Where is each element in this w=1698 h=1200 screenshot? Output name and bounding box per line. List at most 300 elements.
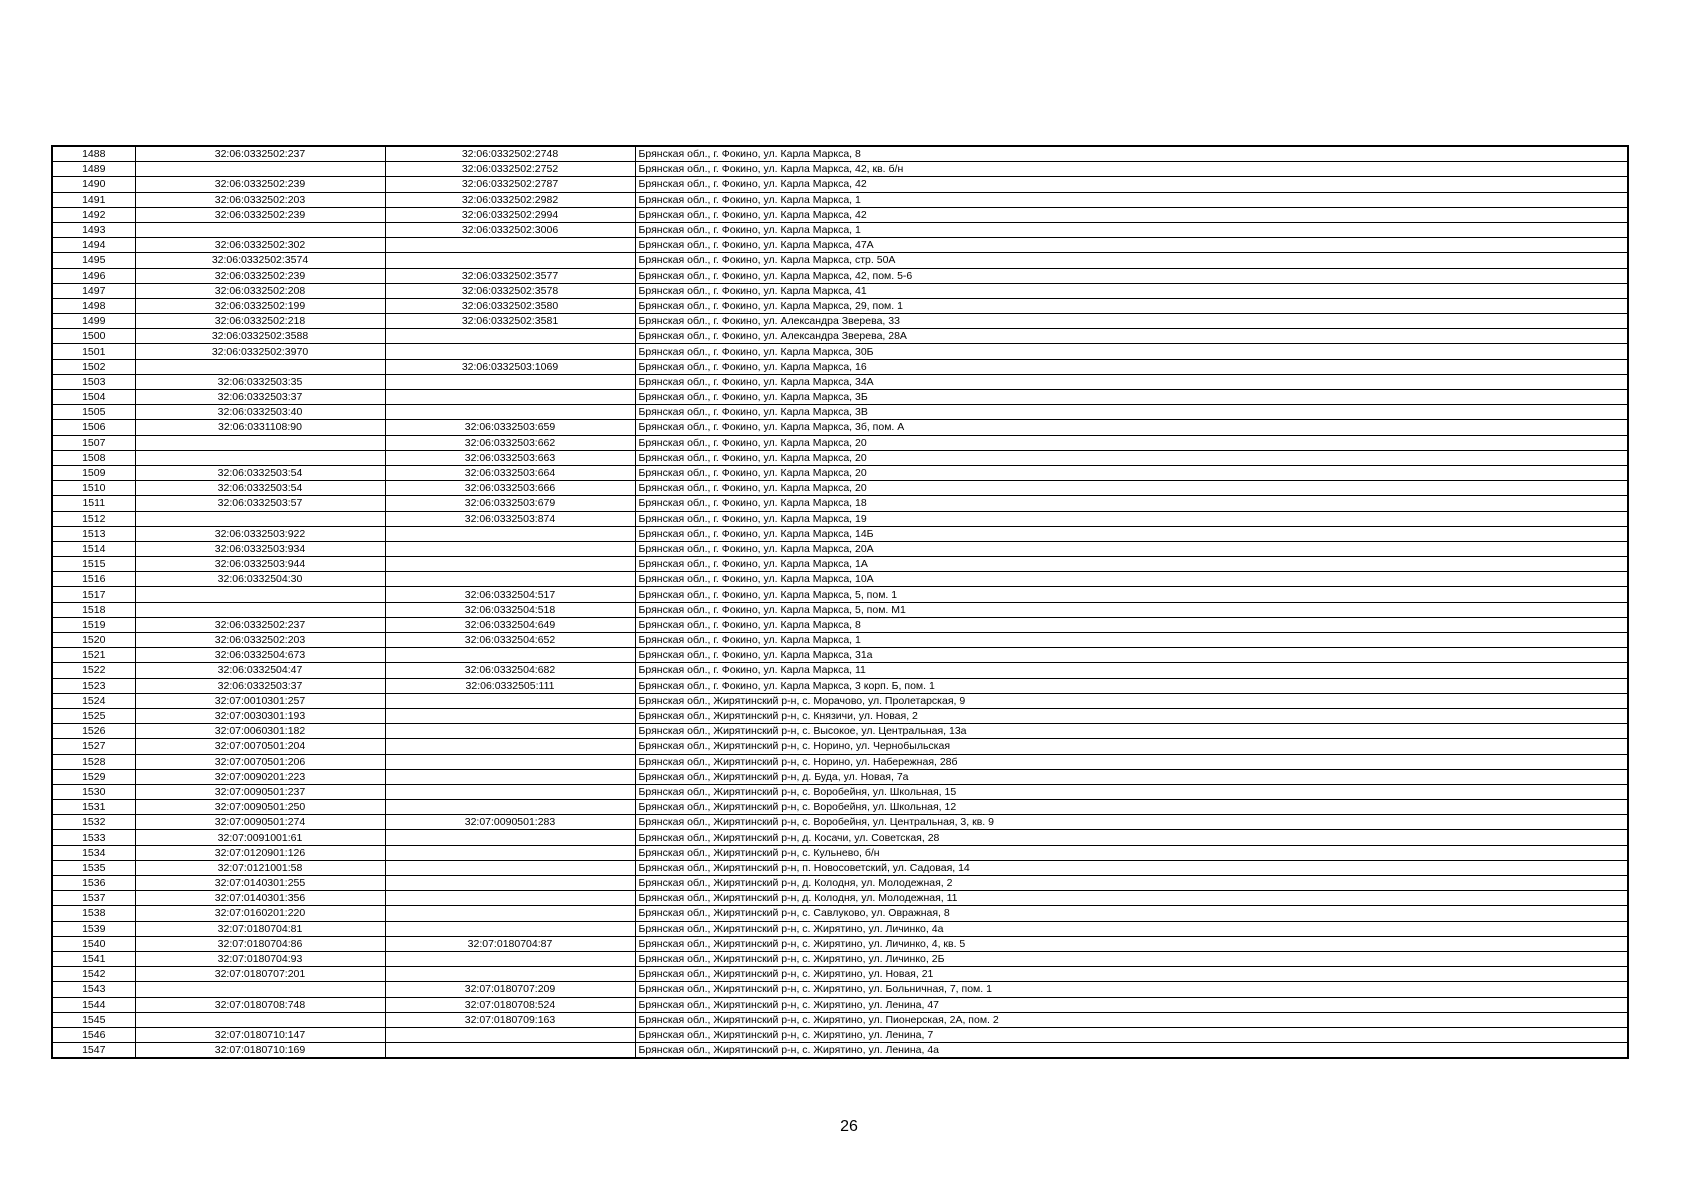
- object-cadastral-number-cell: [385, 390, 635, 405]
- row-number-cell: 1532: [52, 815, 135, 830]
- parcel-cadastral-number-cell: 32:06:0332502:199: [135, 298, 385, 313]
- address-cell: Брянская обл., г. Фокино, ул. Карла Маркса, 1: [635, 222, 1628, 237]
- address-cell: Брянская обл., г. Фокино, ул. Карла Маркса, стр. 50А: [635, 253, 1628, 268]
- parcel-cadastral-number-cell: [135, 162, 385, 177]
- row-number-cell: 1506: [52, 420, 135, 435]
- address-cell: Брянская обл., г. Фокино, ул. Карла Маркса, 20: [635, 465, 1628, 480]
- row-number-cell: 1518: [52, 602, 135, 617]
- object-cadastral-number-cell: 32:07:0180708:524: [385, 997, 635, 1012]
- row-number-cell: 1534: [52, 845, 135, 860]
- object-cadastral-number-cell: [385, 693, 635, 708]
- address-cell: Брянская обл., г. Фокино, ул. Карла Маркса, 42, кв. б/н: [635, 162, 1628, 177]
- object-cadastral-number-cell: [385, 891, 635, 906]
- address-cell: Брянская обл., г. Фокино, ул. Александра Зверева, 28А: [635, 329, 1628, 344]
- row-number-cell: 1505: [52, 405, 135, 420]
- row-number-cell: 1509: [52, 465, 135, 480]
- row-number-cell: 1500: [52, 329, 135, 344]
- parcel-cadastral-number-cell: 32:07:0140301:356: [135, 891, 385, 906]
- address-cell: Брянская обл., г. Фокино, ул. Карла Маркса, 19: [635, 511, 1628, 526]
- address-cell: Брянская обл., г. Фокино, ул. Карла Маркса, 5, пом. М1: [635, 602, 1628, 617]
- row-number-cell: 1512: [52, 511, 135, 526]
- parcel-cadastral-number-cell: 32:06:0332502:237: [135, 146, 385, 162]
- address-cell: Брянская обл., Жирятинский р-н, с. Кульнево, б/н: [635, 845, 1628, 860]
- table-row: [52, 936, 1628, 951]
- row-number-cell: 1496: [52, 268, 135, 283]
- row-number-cell: 1545: [52, 1012, 135, 1027]
- address-cell: Брянская обл., г. Фокино, ул. Карла Маркса, 20: [635, 481, 1628, 496]
- table-row: [52, 496, 1628, 511]
- address-cell: Брянская обл., Жирятинский р-н, с. Высокое, ул. Центральная, 13а: [635, 724, 1628, 739]
- object-cadastral-number-cell: 32:06:0332504:682: [385, 663, 635, 678]
- table-row: [52, 329, 1628, 344]
- row-number-cell: 1543: [52, 982, 135, 997]
- address-cell: Брянская обл., Жирятинский р-н, с. Жирятино, ул. Новая, 21: [635, 967, 1628, 982]
- object-cadastral-number-cell: 32:06:0332503:663: [385, 450, 635, 465]
- table-row: [52, 526, 1628, 541]
- table-row: [52, 298, 1628, 313]
- object-cadastral-number-cell: 32:06:0332502:2752: [385, 162, 635, 177]
- address-cell: Брянская обл., Жирятинский р-н, с. Воробейня, ул. Школьная, 12: [635, 800, 1628, 815]
- address-cell: Брянская обл., г. Фокино, ул. Карла Маркса, 41: [635, 283, 1628, 298]
- object-cadastral-number-cell: [385, 876, 635, 891]
- row-number-cell: 1524: [52, 693, 135, 708]
- object-cadastral-number-cell: [385, 374, 635, 389]
- object-cadastral-number-cell: [385, 769, 635, 784]
- table-row: [52, 1012, 1628, 1027]
- parcel-cadastral-number-cell: [135, 982, 385, 997]
- table-row: [52, 481, 1628, 496]
- parcel-cadastral-number-cell: 32:06:0332503:54: [135, 481, 385, 496]
- object-cadastral-number-cell: [385, 253, 635, 268]
- table-row: [52, 663, 1628, 678]
- object-cadastral-number-cell: 32:06:0332503:1069: [385, 359, 635, 374]
- address-cell: Брянская обл., Жирятинский р-н, с. Норино, ул. Набережная, 28б: [635, 754, 1628, 769]
- parcel-cadastral-number-cell: 32:06:0332502:218: [135, 314, 385, 329]
- address-cell: Брянская обл., г. Фокино, ул. Карла Маркса, 20: [635, 435, 1628, 450]
- object-cadastral-number-cell: 32:06:0332502:2787: [385, 177, 635, 192]
- parcel-cadastral-number-cell: 32:06:0332502:203: [135, 633, 385, 648]
- object-cadastral-number-cell: [385, 708, 635, 723]
- address-cell: Брянская обл., Жирятинский р-н, д. Колодня, ул. Молодежная, 11: [635, 891, 1628, 906]
- table-row: [52, 587, 1628, 602]
- object-cadastral-number-cell: [385, 648, 635, 663]
- parcel-cadastral-number-cell: [135, 435, 385, 450]
- object-cadastral-number-cell: 32:06:0332503:679: [385, 496, 635, 511]
- row-number-cell: 1522: [52, 663, 135, 678]
- address-cell: Брянская обл., г. Фокино, ул. Карла Маркса, 1А: [635, 557, 1628, 572]
- object-cadastral-number-cell: 32:06:0332504:649: [385, 617, 635, 632]
- object-cadastral-number-cell: 32:06:0332503:666: [385, 481, 635, 496]
- parcel-cadastral-number-cell: 32:06:0332502:239: [135, 207, 385, 222]
- row-number-cell: 1520: [52, 633, 135, 648]
- address-cell: Брянская обл., г. Фокино, ул. Карла Маркса, 11: [635, 663, 1628, 678]
- address-cell: Брянская обл., Жирятинский р-н, д. Косачи, ул. Советская, 28: [635, 830, 1628, 845]
- table-row: [52, 997, 1628, 1012]
- table-row: [52, 177, 1628, 192]
- table-row: [52, 238, 1628, 253]
- row-number-cell: 1504: [52, 390, 135, 405]
- parcel-cadastral-number-cell: 32:07:0090501:274: [135, 815, 385, 830]
- row-number-cell: 1537: [52, 891, 135, 906]
- row-number-cell: 1511: [52, 496, 135, 511]
- address-cell: Брянская обл., г. Фокино, ул. Карла Маркса, 29, пом. 1: [635, 298, 1628, 313]
- row-number-cell: 1494: [52, 238, 135, 253]
- address-cell: Брянская обл., Жирятинский р-н, с. Жирятино, ул. Личинко, 2Б: [635, 951, 1628, 966]
- table-row: [52, 602, 1628, 617]
- table-row: [52, 678, 1628, 693]
- row-number-cell: 1502: [52, 359, 135, 374]
- object-cadastral-number-cell: 32:06:0332502:3578: [385, 283, 635, 298]
- address-cell: Брянская обл., Жирятинский р-н, с. Жирятино, ул. Пионерская, 2А, пом. 2: [635, 1012, 1628, 1027]
- row-number-cell: 1510: [52, 481, 135, 496]
- parcel-cadastral-number-cell: 32:06:0332503:944: [135, 557, 385, 572]
- row-number-cell: 1515: [52, 557, 135, 572]
- table-row: [52, 572, 1628, 587]
- object-cadastral-number-cell: 32:06:0332502:3581: [385, 314, 635, 329]
- parcel-cadastral-number-cell: 32:07:0090201:223: [135, 769, 385, 784]
- object-cadastral-number-cell: 32:06:0332503:874: [385, 511, 635, 526]
- address-cell: Брянская обл., г. Фокино, ул. Карла Маркса, 20: [635, 450, 1628, 465]
- row-number-cell: 1529: [52, 769, 135, 784]
- table-row: [52, 891, 1628, 906]
- parcel-cadastral-number-cell: 32:06:0332502:239: [135, 177, 385, 192]
- registry-table: [51, 145, 1629, 1059]
- table-row: [52, 876, 1628, 891]
- table-row: [52, 207, 1628, 222]
- address-cell: Брянская обл., Жирятинский р-н, с. Жирятино, ул. Ленина, 7: [635, 1027, 1628, 1042]
- address-cell: Брянская обл., г. Фокино, ул. Карла Маркса, 8: [635, 146, 1628, 162]
- object-cadastral-number-cell: 32:06:0332502:2982: [385, 192, 635, 207]
- table-row: [52, 693, 1628, 708]
- object-cadastral-number-cell: [385, 724, 635, 739]
- object-cadastral-number-cell: 32:06:0332505:111: [385, 678, 635, 693]
- parcel-cadastral-number-cell: [135, 602, 385, 617]
- object-cadastral-number-cell: [385, 526, 635, 541]
- row-number-cell: 1507: [52, 435, 135, 450]
- row-number-cell: 1492: [52, 207, 135, 222]
- parcel-cadastral-number-cell: 32:06:0332503:37: [135, 678, 385, 693]
- object-cadastral-number-cell: [385, 1027, 635, 1042]
- object-cadastral-number-cell: [385, 784, 635, 799]
- address-cell: Брянская обл., г. Фокино, ул. Карла Маркса, 3В: [635, 405, 1628, 420]
- address-cell: Брянская обл., г. Фокино, ул. Карла Маркса, 10А: [635, 572, 1628, 587]
- object-cadastral-number-cell: 32:06:0332502:3006: [385, 222, 635, 237]
- table-row: [52, 374, 1628, 389]
- address-cell: Брянская обл., Жирятинский р-н, с. Жирятино, ул. Больничная, 7, пом. 1: [635, 982, 1628, 997]
- object-cadastral-number-cell: 32:06:0332503:662: [385, 435, 635, 450]
- row-number-cell: 1497: [52, 283, 135, 298]
- address-cell: Брянская обл., Жирятинский р-н, с. Жирятино, ул. Личинко, 4а: [635, 921, 1628, 936]
- table-row: [52, 845, 1628, 860]
- table-row: [52, 784, 1628, 799]
- row-number-cell: 1525: [52, 708, 135, 723]
- parcel-cadastral-number-cell: 32:06:0332503:37: [135, 390, 385, 405]
- parcel-cadastral-number-cell: 32:06:0332503:35: [135, 374, 385, 389]
- address-cell: Брянская обл., г. Фокино, ул. Карла Маркса, 31а: [635, 648, 1628, 663]
- address-cell: Брянская обл., г. Фокино, ул. Карла Маркса, 42, пом. 5-6: [635, 268, 1628, 283]
- parcel-cadastral-number-cell: 32:07:0180704:86: [135, 936, 385, 951]
- table-row: [52, 800, 1628, 815]
- address-cell: Брянская обл., Жирятинский р-н, д. Колодня, ул. Молодежная, 2: [635, 876, 1628, 891]
- row-number-cell: 1495: [52, 253, 135, 268]
- address-cell: Брянская обл., г. Фокино, ул. Александра Зверева, 33: [635, 314, 1628, 329]
- table-row: [52, 162, 1628, 177]
- table-row: [52, 390, 1628, 405]
- address-cell: Брянская обл., Жирятинский р-н, с. Морачово, ул. Пролетарская, 9: [635, 693, 1628, 708]
- table-row: [52, 465, 1628, 480]
- parcel-cadastral-number-cell: 32:07:0121001:58: [135, 860, 385, 875]
- address-cell: Брянская обл., г. Фокино, ул. Карла Маркса, 5, пом. 1: [635, 587, 1628, 602]
- address-cell: Брянская обл., г. Фокино, ул. Карла Маркса, 42: [635, 207, 1628, 222]
- parcel-cadastral-number-cell: 32:06:0332502:237: [135, 617, 385, 632]
- object-cadastral-number-cell: [385, 1043, 635, 1059]
- row-number-cell: 1531: [52, 800, 135, 815]
- parcel-cadastral-number-cell: 32:07:0160201:220: [135, 906, 385, 921]
- address-cell: Брянская обл., Жирятинский р-н, д. Буда, ул. Новая, 7а: [635, 769, 1628, 784]
- table-row: [52, 405, 1628, 420]
- address-cell: Брянская обл., Жирятинский р-н, с. Воробейня, ул. Школьная, 15: [635, 784, 1628, 799]
- table-row: [52, 557, 1628, 572]
- row-number-cell: 1501: [52, 344, 135, 359]
- parcel-cadastral-number-cell: 32:06:0332503:57: [135, 496, 385, 511]
- address-cell: Брянская обл., г. Фокино, ул. Карла Маркса, 30Б: [635, 344, 1628, 359]
- object-cadastral-number-cell: [385, 967, 635, 982]
- row-number-cell: 1530: [52, 784, 135, 799]
- address-cell: Брянская обл., г. Фокино, ул. Карла Маркса, 3 корп. Б, пом. 1: [635, 678, 1628, 693]
- address-cell: Брянская обл., г. Фокино, ул. Карла Маркса, 16: [635, 359, 1628, 374]
- parcel-cadastral-number-cell: [135, 359, 385, 374]
- table-row: [52, 739, 1628, 754]
- row-number-cell: 1503: [52, 374, 135, 389]
- registry-table-body: [52, 146, 1628, 1058]
- table-row: [52, 192, 1628, 207]
- parcel-cadastral-number-cell: 32:06:0332503:922: [135, 526, 385, 541]
- parcel-cadastral-number-cell: 32:07:0180704:93: [135, 951, 385, 966]
- row-number-cell: 1519: [52, 617, 135, 632]
- parcel-cadastral-number-cell: 32:07:0180710:169: [135, 1043, 385, 1059]
- table-row: [52, 420, 1628, 435]
- parcel-cadastral-number-cell: 32:07:0180704:81: [135, 921, 385, 936]
- row-number-cell: 1542: [52, 967, 135, 982]
- object-cadastral-number-cell: [385, 344, 635, 359]
- object-cadastral-number-cell: 32:06:0332502:2994: [385, 207, 635, 222]
- row-number-cell: 1491: [52, 192, 135, 207]
- row-number-cell: 1493: [52, 222, 135, 237]
- address-cell: Брянская обл., Жирятинский р-н, с. Жирятино, ул. Ленина, 47: [635, 997, 1628, 1012]
- parcel-cadastral-number-cell: 32:07:0070501:206: [135, 754, 385, 769]
- object-cadastral-number-cell: [385, 845, 635, 860]
- address-cell: Брянская обл., г. Фокино, ул. Карла Маркса, 1: [635, 633, 1628, 648]
- object-cadastral-number-cell: [385, 951, 635, 966]
- object-cadastral-number-cell: [385, 739, 635, 754]
- row-number-cell: 1540: [52, 936, 135, 951]
- parcel-cadastral-number-cell: [135, 587, 385, 602]
- table-row: [52, 283, 1628, 298]
- table-row: [52, 450, 1628, 465]
- parcel-cadastral-number-cell: 32:06:0331108:90: [135, 420, 385, 435]
- row-number-cell: 1517: [52, 587, 135, 602]
- parcel-cadastral-number-cell: 32:07:0120901:126: [135, 845, 385, 860]
- table-row: [52, 967, 1628, 982]
- table-row: [52, 921, 1628, 936]
- address-cell: Брянская обл., Жирятинский р-н, п. Новосоветский, ул. Садовая, 14: [635, 860, 1628, 875]
- parcel-cadastral-number-cell: 32:07:0060301:182: [135, 724, 385, 739]
- parcel-cadastral-number-cell: 32:07:0180710:147: [135, 1027, 385, 1042]
- address-cell: Брянская обл., г. Фокино, ул. Карла Маркса, 1: [635, 192, 1628, 207]
- parcel-cadastral-number-cell: 32:07:0140301:255: [135, 876, 385, 891]
- table-row: [52, 268, 1628, 283]
- object-cadastral-number-cell: 32:06:0332503:659: [385, 420, 635, 435]
- parcel-cadastral-number-cell: 32:07:0010301:257: [135, 693, 385, 708]
- object-cadastral-number-cell: 32:06:0332504:518: [385, 602, 635, 617]
- table-row: [52, 633, 1628, 648]
- parcel-cadastral-number-cell: 32:07:0091001:61: [135, 830, 385, 845]
- table-row: [52, 648, 1628, 663]
- parcel-cadastral-number-cell: 32:07:0180707:201: [135, 967, 385, 982]
- parcel-cadastral-number-cell: [135, 450, 385, 465]
- address-cell: Брянская обл., г. Фокино, ул. Карла Маркса, 20А: [635, 541, 1628, 556]
- table-row: [52, 1043, 1628, 1059]
- object-cadastral-number-cell: [385, 541, 635, 556]
- parcel-cadastral-number-cell: 32:06:0332504:30: [135, 572, 385, 587]
- row-number-cell: 1536: [52, 876, 135, 891]
- object-cadastral-number-cell: [385, 800, 635, 815]
- parcel-cadastral-number-cell: 32:06:0332503:934: [135, 541, 385, 556]
- row-number-cell: 1541: [52, 951, 135, 966]
- table-row: [52, 860, 1628, 875]
- address-cell: Брянская обл., г. Фокино, ул. Карла Маркса, 3б, пом. А: [635, 420, 1628, 435]
- object-cadastral-number-cell: [385, 557, 635, 572]
- row-number-cell: 1513: [52, 526, 135, 541]
- table-row: [52, 830, 1628, 845]
- parcel-cadastral-number-cell: 32:06:0332504:673: [135, 648, 385, 663]
- row-number-cell: 1533: [52, 830, 135, 845]
- object-cadastral-number-cell: 32:06:0332502:2748: [385, 146, 635, 162]
- row-number-cell: 1539: [52, 921, 135, 936]
- row-number-cell: 1546: [52, 1027, 135, 1042]
- table-row: [52, 359, 1628, 374]
- parcel-cadastral-number-cell: [135, 222, 385, 237]
- table-row: [52, 724, 1628, 739]
- object-cadastral-number-cell: 32:07:0090501:283: [385, 815, 635, 830]
- object-cadastral-number-cell: 32:06:0332504:652: [385, 633, 635, 648]
- address-cell: Брянская обл., Жирятинский р-н, с. Жирятино, ул. Ленина, 4а: [635, 1043, 1628, 1059]
- object-cadastral-number-cell: [385, 906, 635, 921]
- table-row: [52, 769, 1628, 784]
- row-number-cell: 1523: [52, 678, 135, 693]
- row-number-cell: 1535: [52, 860, 135, 875]
- table-row: [52, 541, 1628, 556]
- table-row: [52, 253, 1628, 268]
- address-cell: Брянская обл., г. Фокино, ул. Карла Маркса, 34А: [635, 374, 1628, 389]
- parcel-cadastral-number-cell: 32:06:0332503:40: [135, 405, 385, 420]
- table-row: [52, 815, 1628, 830]
- address-cell: Брянская обл., г. Фокино, ул. Карла Маркса, 14Б: [635, 526, 1628, 541]
- row-number-cell: 1538: [52, 906, 135, 921]
- address-cell: Брянская обл., г. Фокино, ул. Карла Маркса, 47А: [635, 238, 1628, 253]
- address-cell: Брянская обл., Жирятинский р-н, с. Савлуково, ул. Овражная, 8: [635, 906, 1628, 921]
- address-cell: Брянская обл., Жирятинский р-н, с. Воробейня, ул. Центральная, 3, кв. 9: [635, 815, 1628, 830]
- object-cadastral-number-cell: [385, 830, 635, 845]
- parcel-cadastral-number-cell: 32:06:0332502:3588: [135, 329, 385, 344]
- address-cell: Брянская обл., г. Фокино, ул. Карла Маркса, 8: [635, 617, 1628, 632]
- table-row: [52, 511, 1628, 526]
- row-number-cell: 1547: [52, 1043, 135, 1059]
- parcel-cadastral-number-cell: 32:06:0332502:302: [135, 238, 385, 253]
- object-cadastral-number-cell: 32:06:0332503:664: [385, 465, 635, 480]
- parcel-cadastral-number-cell: [135, 511, 385, 526]
- table-row: [52, 951, 1628, 966]
- table-row: [52, 982, 1628, 997]
- table-row: [52, 754, 1628, 769]
- row-number-cell: 1490: [52, 177, 135, 192]
- address-cell: Брянская обл., Жирятинский р-н, с. Князичи, ул. Новая, 2: [635, 708, 1628, 723]
- parcel-cadastral-number-cell: 32:07:0090501:237: [135, 784, 385, 799]
- parcel-cadastral-number-cell: 32:06:0332502:3970: [135, 344, 385, 359]
- row-number-cell: 1527: [52, 739, 135, 754]
- row-number-cell: 1514: [52, 541, 135, 556]
- table-row: [52, 314, 1628, 329]
- table-row: [52, 344, 1628, 359]
- address-cell: Брянская обл., Жирятинский р-н, с. Норино, ул. Чернобыльская: [635, 739, 1628, 754]
- object-cadastral-number-cell: [385, 572, 635, 587]
- table-row: [52, 222, 1628, 237]
- table-row: [52, 906, 1628, 921]
- object-cadastral-number-cell: [385, 921, 635, 936]
- object-cadastral-number-cell: [385, 329, 635, 344]
- row-number-cell: 1508: [52, 450, 135, 465]
- parcel-cadastral-number-cell: 32:06:0332504:47: [135, 663, 385, 678]
- object-cadastral-number-cell: [385, 238, 635, 253]
- table-row: [52, 617, 1628, 632]
- row-number-cell: 1528: [52, 754, 135, 769]
- parcel-cadastral-number-cell: 32:06:0332502:3574: [135, 253, 385, 268]
- page-number: 26: [840, 1118, 858, 1135]
- object-cadastral-number-cell: 32:07:0180704:87: [385, 936, 635, 951]
- parcel-cadastral-number-cell: 32:06:0332502:203: [135, 192, 385, 207]
- row-number-cell: 1499: [52, 314, 135, 329]
- object-cadastral-number-cell: [385, 754, 635, 769]
- parcel-cadastral-number-cell: 32:07:0070501:204: [135, 739, 385, 754]
- address-cell: Брянская обл., г. Фокино, ул. Карла Маркса, 3Б: [635, 390, 1628, 405]
- row-number-cell: 1521: [52, 648, 135, 663]
- object-cadastral-number-cell: 32:07:0180709:163: [385, 1012, 635, 1027]
- parcel-cadastral-number-cell: 32:07:0030301:193: [135, 708, 385, 723]
- object-cadastral-number-cell: 32:06:0332504:517: [385, 587, 635, 602]
- address-cell: Брянская обл., Жирятинский р-н, с. Жирятино, ул. Личинко, 4, кв. 5: [635, 936, 1628, 951]
- address-cell: Брянская обл., г. Фокино, ул. Карла Маркса, 42: [635, 177, 1628, 192]
- row-number-cell: 1526: [52, 724, 135, 739]
- object-cadastral-number-cell: 32:06:0332502:3580: [385, 298, 635, 313]
- table-row: [52, 435, 1628, 450]
- object-cadastral-number-cell: 32:06:0332502:3577: [385, 268, 635, 283]
- table-row: [52, 146, 1628, 162]
- table-row: [52, 1027, 1628, 1042]
- parcel-cadastral-number-cell: 32:06:0332502:239: [135, 268, 385, 283]
- table-row: [52, 708, 1628, 723]
- object-cadastral-number-cell: 32:07:0180707:209: [385, 982, 635, 997]
- row-number-cell: 1498: [52, 298, 135, 313]
- parcel-cadastral-number-cell: 32:07:0090501:250: [135, 800, 385, 815]
- object-cadastral-number-cell: [385, 405, 635, 420]
- row-number-cell: 1488: [52, 146, 135, 162]
- row-number-cell: 1489: [52, 162, 135, 177]
- address-cell: Брянская обл., г. Фокино, ул. Карла Маркса, 18: [635, 496, 1628, 511]
- parcel-cadastral-number-cell: [135, 1012, 385, 1027]
- object-cadastral-number-cell: [385, 860, 635, 875]
- parcel-cadastral-number-cell: 32:07:0180708:748: [135, 997, 385, 1012]
- row-number-cell: 1544: [52, 997, 135, 1012]
